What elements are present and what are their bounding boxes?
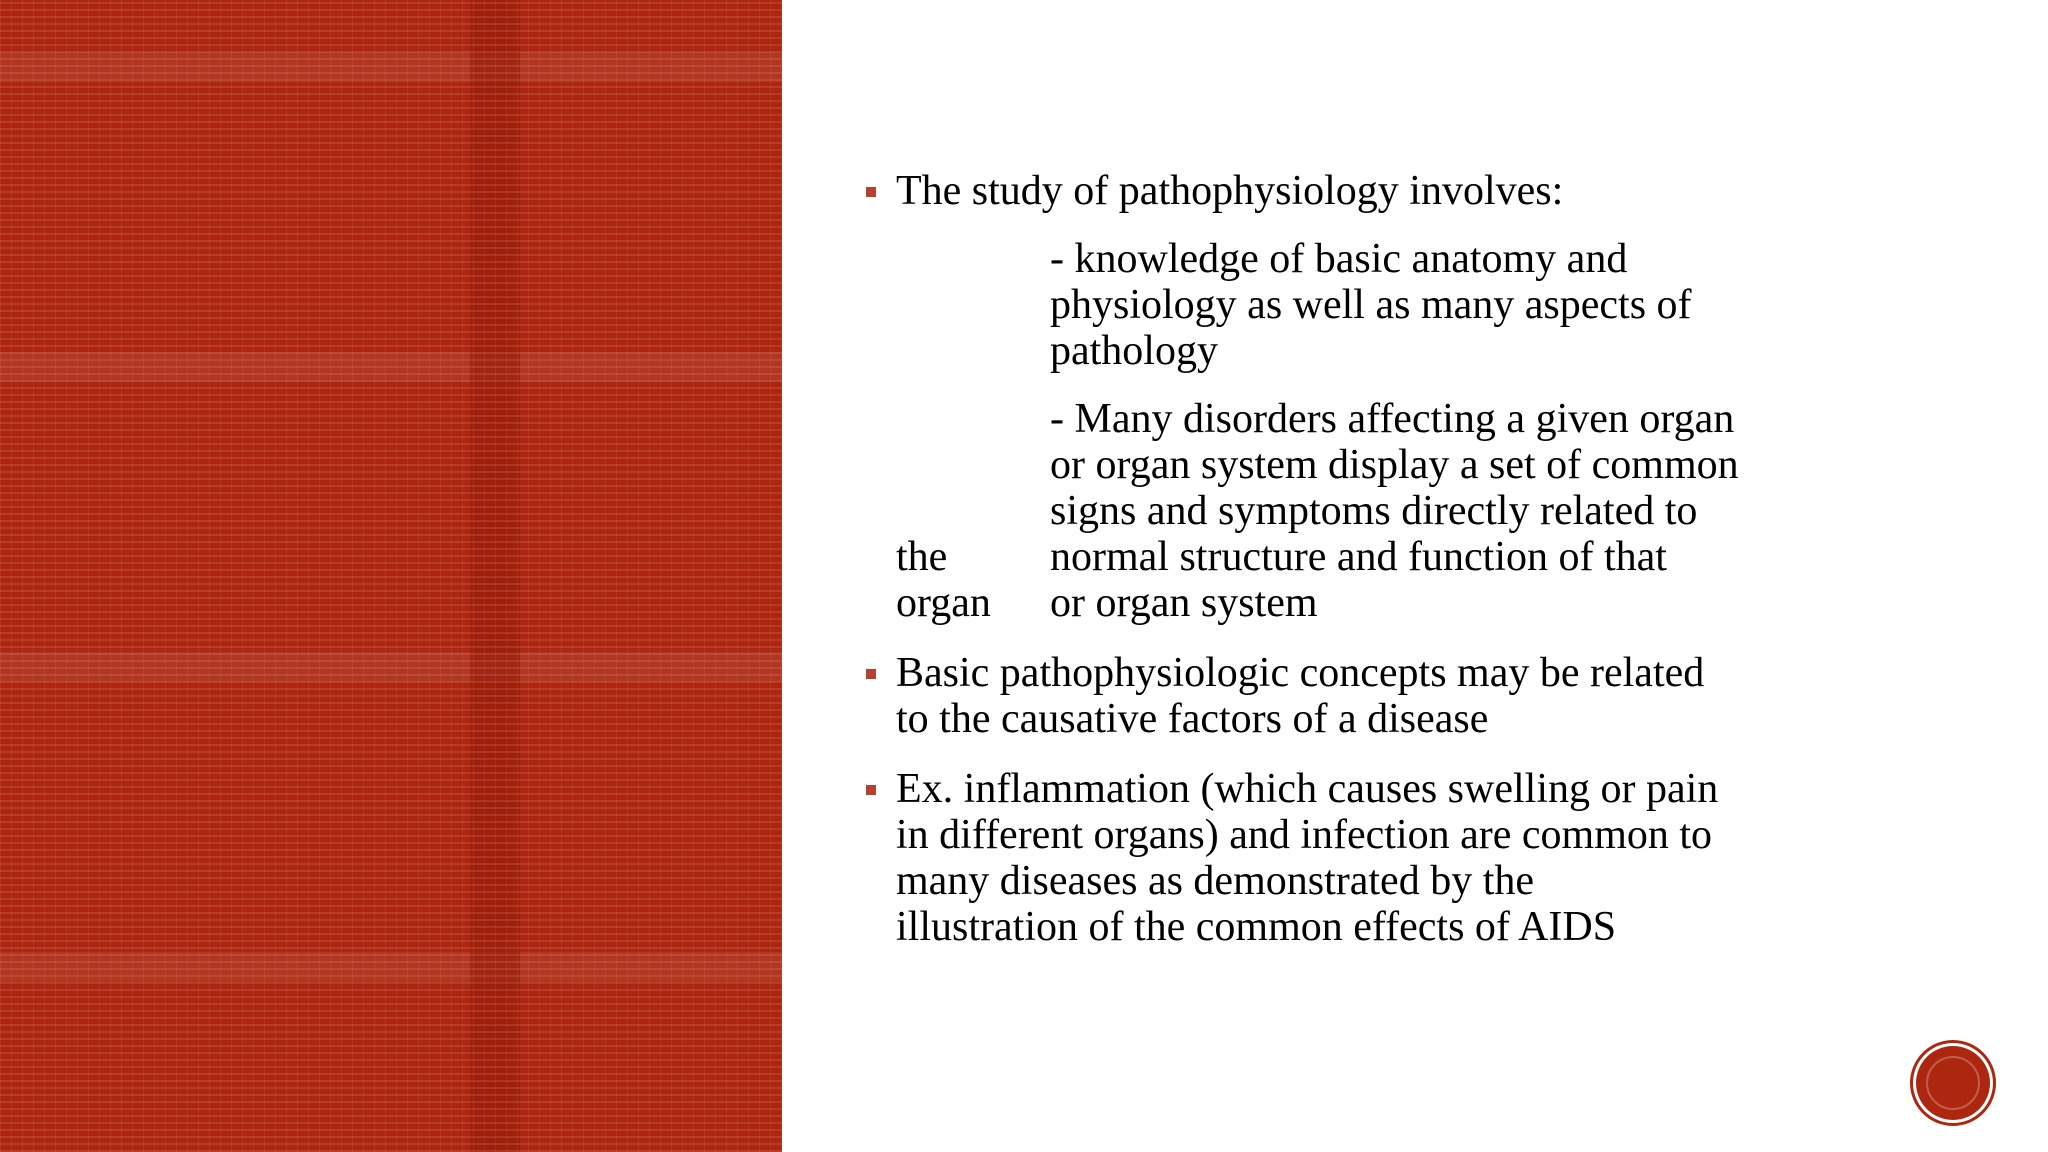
sub-item xyxy=(896,236,1894,374)
content-body xyxy=(864,168,1894,950)
bullet-line: Basic pathophysiologic concepts may be related xyxy=(896,650,1705,696)
sub-item-line: physiology as well as many aspects of xyxy=(1050,282,1692,328)
sub-item-line: - knowledge of basic anatomy and xyxy=(1050,236,1628,282)
square-bullet-icon xyxy=(866,187,876,197)
sub-item-line: pathology xyxy=(1050,328,1218,374)
side-word: organ xyxy=(896,580,991,626)
sub-item-line: or organ system display a set of common xyxy=(1050,442,1739,488)
sub-item-line-with-side-word xyxy=(896,534,1894,580)
bullet-text: The study of pathophysiology involves: xyxy=(896,168,1564,214)
title-panel xyxy=(0,0,782,1152)
bullet-item xyxy=(864,766,1894,950)
sub-item-line-with-side-word xyxy=(896,580,1894,626)
circle-icon xyxy=(1926,1056,1980,1110)
sub-item xyxy=(896,396,1894,626)
bullet-item xyxy=(864,650,1894,742)
sub-item-line: - Many disorders affecting a given organ xyxy=(1050,396,1735,442)
sub-item-line: normal structure and function of that xyxy=(1050,534,1667,580)
bullet-line: Ex. inflammation (which causes swelling or pain xyxy=(896,766,1719,812)
sub-item-line: signs and symptoms directly related to xyxy=(1050,488,1698,534)
square-bullet-icon xyxy=(866,669,876,679)
square-bullet-icon xyxy=(866,785,876,795)
side-word: the xyxy=(896,534,948,580)
bullet-line: in different organs) and infection are common to xyxy=(896,812,1713,858)
bullet-item xyxy=(864,168,1894,626)
bullet-line: illustration of the common effects of AIDS xyxy=(896,904,1617,950)
sub-item-line: or organ system xyxy=(1050,580,1318,626)
bullet-line: many diseases as demonstrated by the xyxy=(896,858,1534,904)
slide-nav-button[interactable] xyxy=(1916,1046,1990,1120)
bullet-line: to the causative factors of a disease xyxy=(896,696,1489,742)
